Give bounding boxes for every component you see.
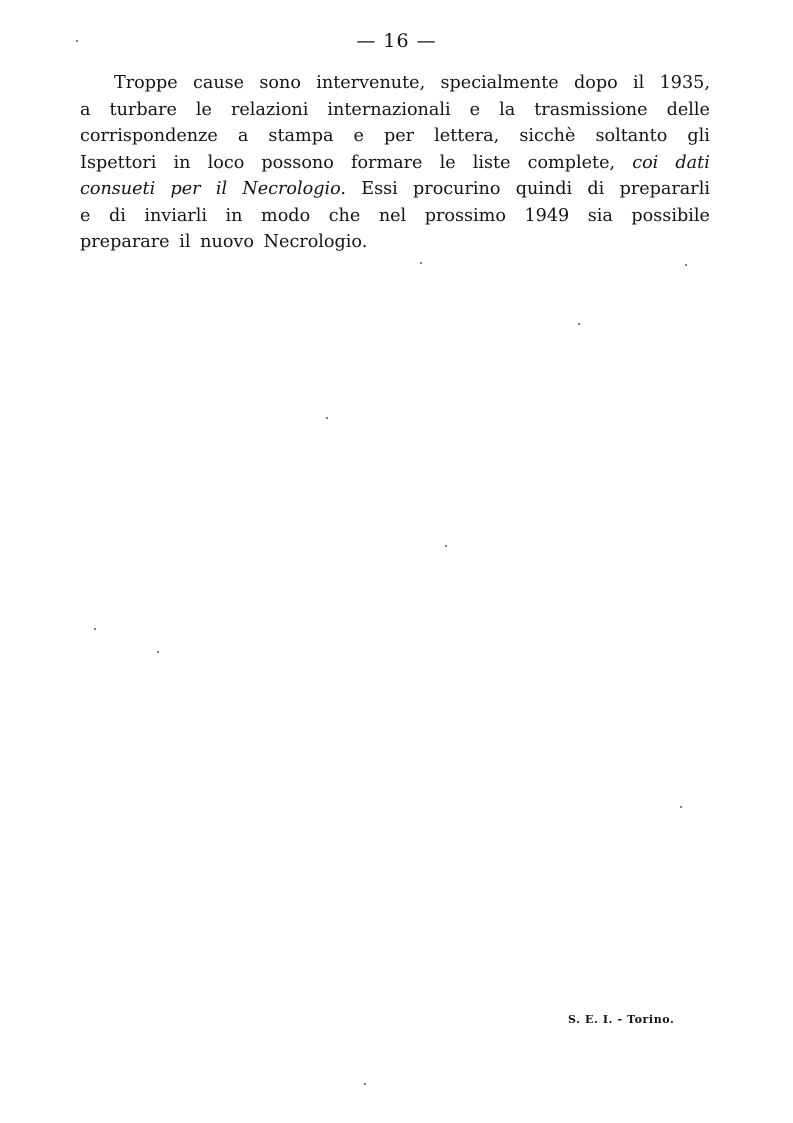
page-number: — 16 — (356, 30, 437, 52)
word: le (195, 99, 212, 120)
word: in (225, 205, 243, 226)
text-line (80, 176, 710, 203)
word: per (170, 179, 201, 199)
printer-imprint: S. E. I. - Torino. (568, 1013, 675, 1026)
word: e (469, 99, 481, 120)
word: che (328, 205, 361, 226)
word: preparare (80, 232, 170, 252)
word: dopo (574, 73, 618, 93)
body-paragraph (80, 70, 710, 256)
word: gli (687, 126, 710, 146)
scan-speck (94, 628, 96, 630)
word: Necrologio. (263, 232, 368, 252)
text-line (80, 203, 710, 230)
word: procurino (413, 179, 501, 199)
word: sia (587, 205, 613, 226)
word: 1949 (524, 205, 570, 226)
word: modo (261, 205, 311, 226)
word: Necrologio. (242, 179, 347, 199)
word: per (384, 126, 415, 146)
word: di (108, 205, 126, 226)
scan-speck (364, 1083, 366, 1085)
word: intervenute, (316, 73, 426, 93)
word: cause (192, 73, 245, 93)
word: complete, (527, 152, 616, 173)
word: prossimo (424, 205, 506, 226)
word: possibile (631, 205, 710, 226)
text-line (80, 150, 710, 177)
scan-speck (76, 40, 78, 42)
word: trasmissione (534, 99, 648, 120)
word: liste (472, 152, 511, 173)
word: corrispondenze (80, 126, 218, 146)
word: Essi (361, 179, 398, 199)
word: stampa (268, 126, 334, 146)
word: dati (675, 152, 710, 173)
word: possono (261, 152, 334, 173)
scan-speck (157, 651, 159, 653)
text-line (80, 97, 710, 124)
scan-speck (420, 262, 422, 264)
text-line (80, 123, 710, 150)
scan-speck (578, 323, 580, 325)
scan-speck (680, 806, 682, 808)
word: a (80, 99, 91, 120)
word: coi (632, 152, 659, 173)
word: formare (350, 152, 423, 173)
word: sono (259, 73, 301, 93)
text-line (80, 70, 710, 97)
word: delle (666, 99, 710, 120)
scan-speck (445, 545, 447, 547)
word: loco (207, 152, 245, 173)
word: 1935, (659, 73, 710, 93)
word: le (439, 152, 456, 173)
text-line (80, 229, 710, 256)
word: e (80, 205, 91, 226)
word: e (353, 126, 364, 146)
word: il (179, 232, 191, 252)
word: sicchè (519, 126, 576, 146)
word: specialmente (440, 73, 559, 93)
word: nel (378, 205, 407, 226)
word: relazioni (230, 99, 309, 120)
scan-speck (326, 417, 328, 419)
word: quindi (515, 179, 573, 199)
word: Ispettori (80, 152, 157, 173)
word: soltanto (595, 126, 668, 146)
word: nuovo (200, 232, 254, 252)
word: inviarli (144, 205, 208, 226)
word: Troppe (114, 73, 178, 93)
word: internazionali (327, 99, 451, 120)
word: prepararli (619, 179, 710, 199)
word: il (215, 179, 228, 199)
word: lettera, (434, 126, 500, 146)
word: in (173, 152, 191, 173)
scan-speck (685, 264, 687, 266)
word: il (633, 73, 645, 93)
word: la (499, 99, 516, 120)
word: turbare (109, 99, 177, 120)
word: di (587, 179, 605, 199)
word: a (237, 126, 249, 146)
word: consueti (80, 179, 156, 199)
